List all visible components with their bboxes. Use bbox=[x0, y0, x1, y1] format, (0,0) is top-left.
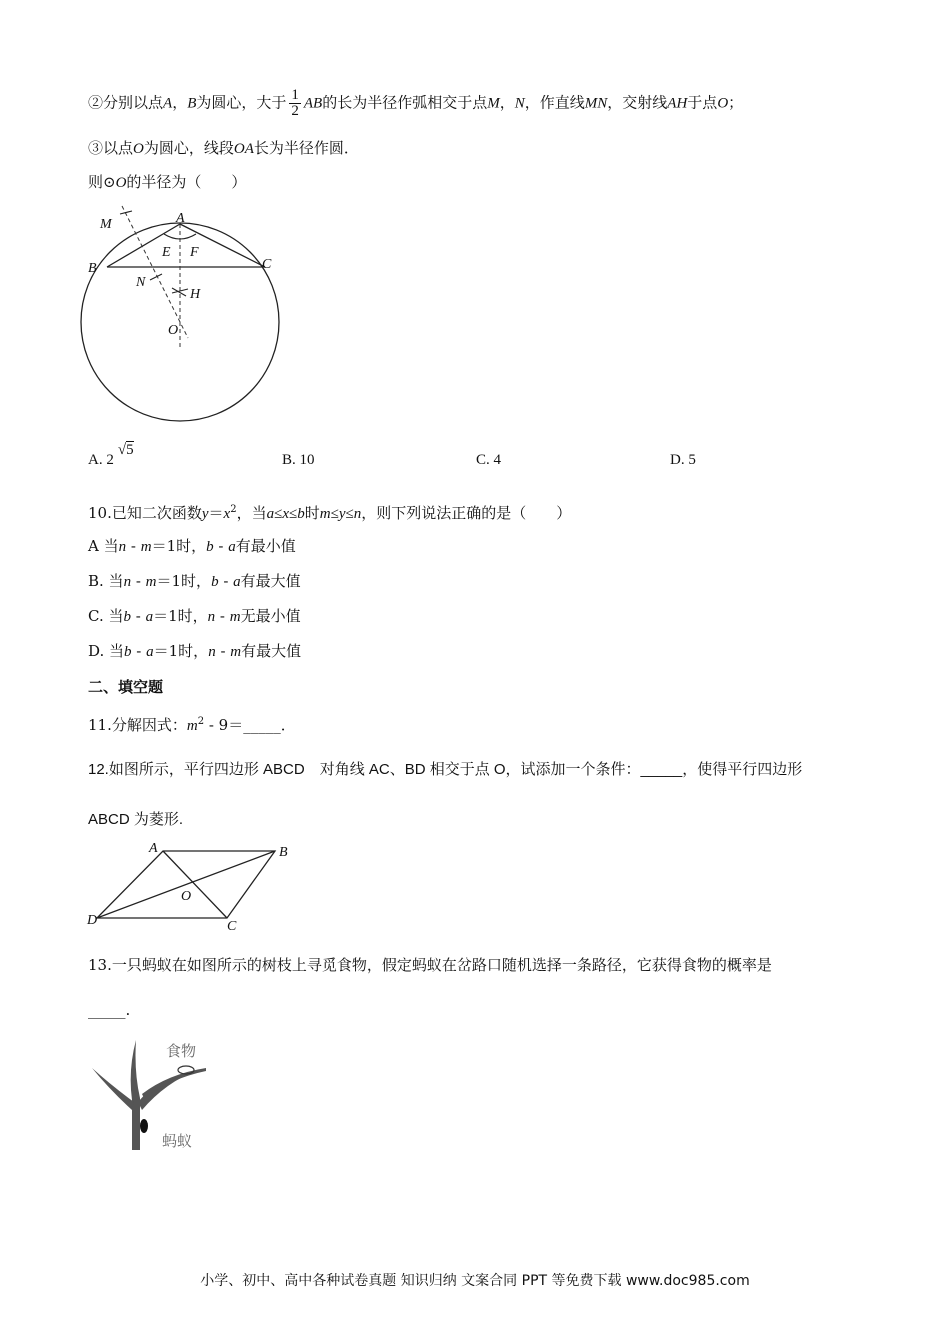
fig9-label-M: M bbox=[100, 217, 112, 232]
food-label: 食物 bbox=[166, 1042, 197, 1060]
ant-label: 蚂蚁 bbox=[162, 1132, 193, 1150]
q13-line2: _____. bbox=[88, 1001, 131, 1019]
fig9-label-E: E bbox=[162, 245, 171, 260]
q9-fraction: $\frac{1}{2}$ bbox=[291, 87, 299, 119]
page-footer: 小学、初中、高中各种试卷真题 知识归纳 文案合同 PPT 等免费下载 www.doc985.com bbox=[200, 1273, 750, 1289]
q10-option-d: D. 当b - a＝1时，n - m有最大值 bbox=[88, 642, 302, 660]
fig9-label-H: H bbox=[190, 287, 201, 302]
q12-line1: 12.如图所示，平行四边形 ABCD 对角线 AC、BD 相交于点 O，试添加一个条件：_____，使得平行四边形 bbox=[88, 761, 803, 778]
fig9-label-B: B bbox=[88, 261, 97, 276]
q9-question-line: 则⊙O的半径为（ ） bbox=[88, 173, 247, 191]
q10-option-a: A 当n - m＝1时，b - a有最小值 bbox=[88, 537, 296, 555]
fig12-label-B: B bbox=[279, 845, 288, 860]
q10-stem: 10.已知二次函数$y=x^2$，当a≤x≤b时m≤y≤n，则下列说法正确的是（ ） bbox=[88, 504, 572, 522]
q11-line: 11.分解因式：$m^2$ - 9＝_____． bbox=[88, 716, 296, 734]
q9-option-a: A. 2√5 bbox=[88, 442, 134, 468]
q9-option-c: C. 4 bbox=[476, 452, 502, 468]
fig9-label-A: A bbox=[176, 211, 185, 226]
q9-option-d: D. 5 bbox=[670, 452, 696, 468]
q10-option-c: C. 当b - a＝1时，n - m无最小值 bbox=[88, 607, 301, 625]
q10-option-b: B. 当n - m＝1时，b - a有最大值 bbox=[88, 572, 301, 590]
fig12-label-O: O bbox=[181, 889, 192, 904]
q13-branch-figure bbox=[88, 1030, 228, 1160]
q9-circle-figure bbox=[80, 200, 320, 440]
fig9-label-C: C bbox=[262, 257, 272, 272]
fig9-label-O: O bbox=[168, 323, 179, 338]
q12-line2: ABCD 为菱形. bbox=[88, 811, 184, 828]
q9-step2-line: ②分别以点A，B为圆心，大于 $\frac{1}{2}$ AB的长为半径作弧相交于点M，N，作直线MN，交射线AH于点O； bbox=[88, 87, 744, 119]
fig9-label-F: F bbox=[190, 245, 199, 260]
fig12-label-A: A bbox=[149, 841, 158, 856]
fig12-label-D: D bbox=[87, 913, 98, 928]
fig9-label-N: N bbox=[136, 275, 146, 290]
q12-parallelogram-figure bbox=[85, 838, 305, 934]
section-title: 二、填空题 bbox=[88, 678, 164, 696]
fig12-label-C: C bbox=[227, 919, 237, 934]
q9-option-b: B. 10 bbox=[282, 452, 315, 468]
q13-line1: 13.一只蚂蚁在如图所示的树枝上寻觅食物，假定蚂蚁在岔路口随机选择一条路径，它获得食物的概率是 bbox=[88, 956, 772, 974]
q9-step3-line: ③以点O为圆心，线段OA长为半径作圆． bbox=[88, 139, 359, 157]
